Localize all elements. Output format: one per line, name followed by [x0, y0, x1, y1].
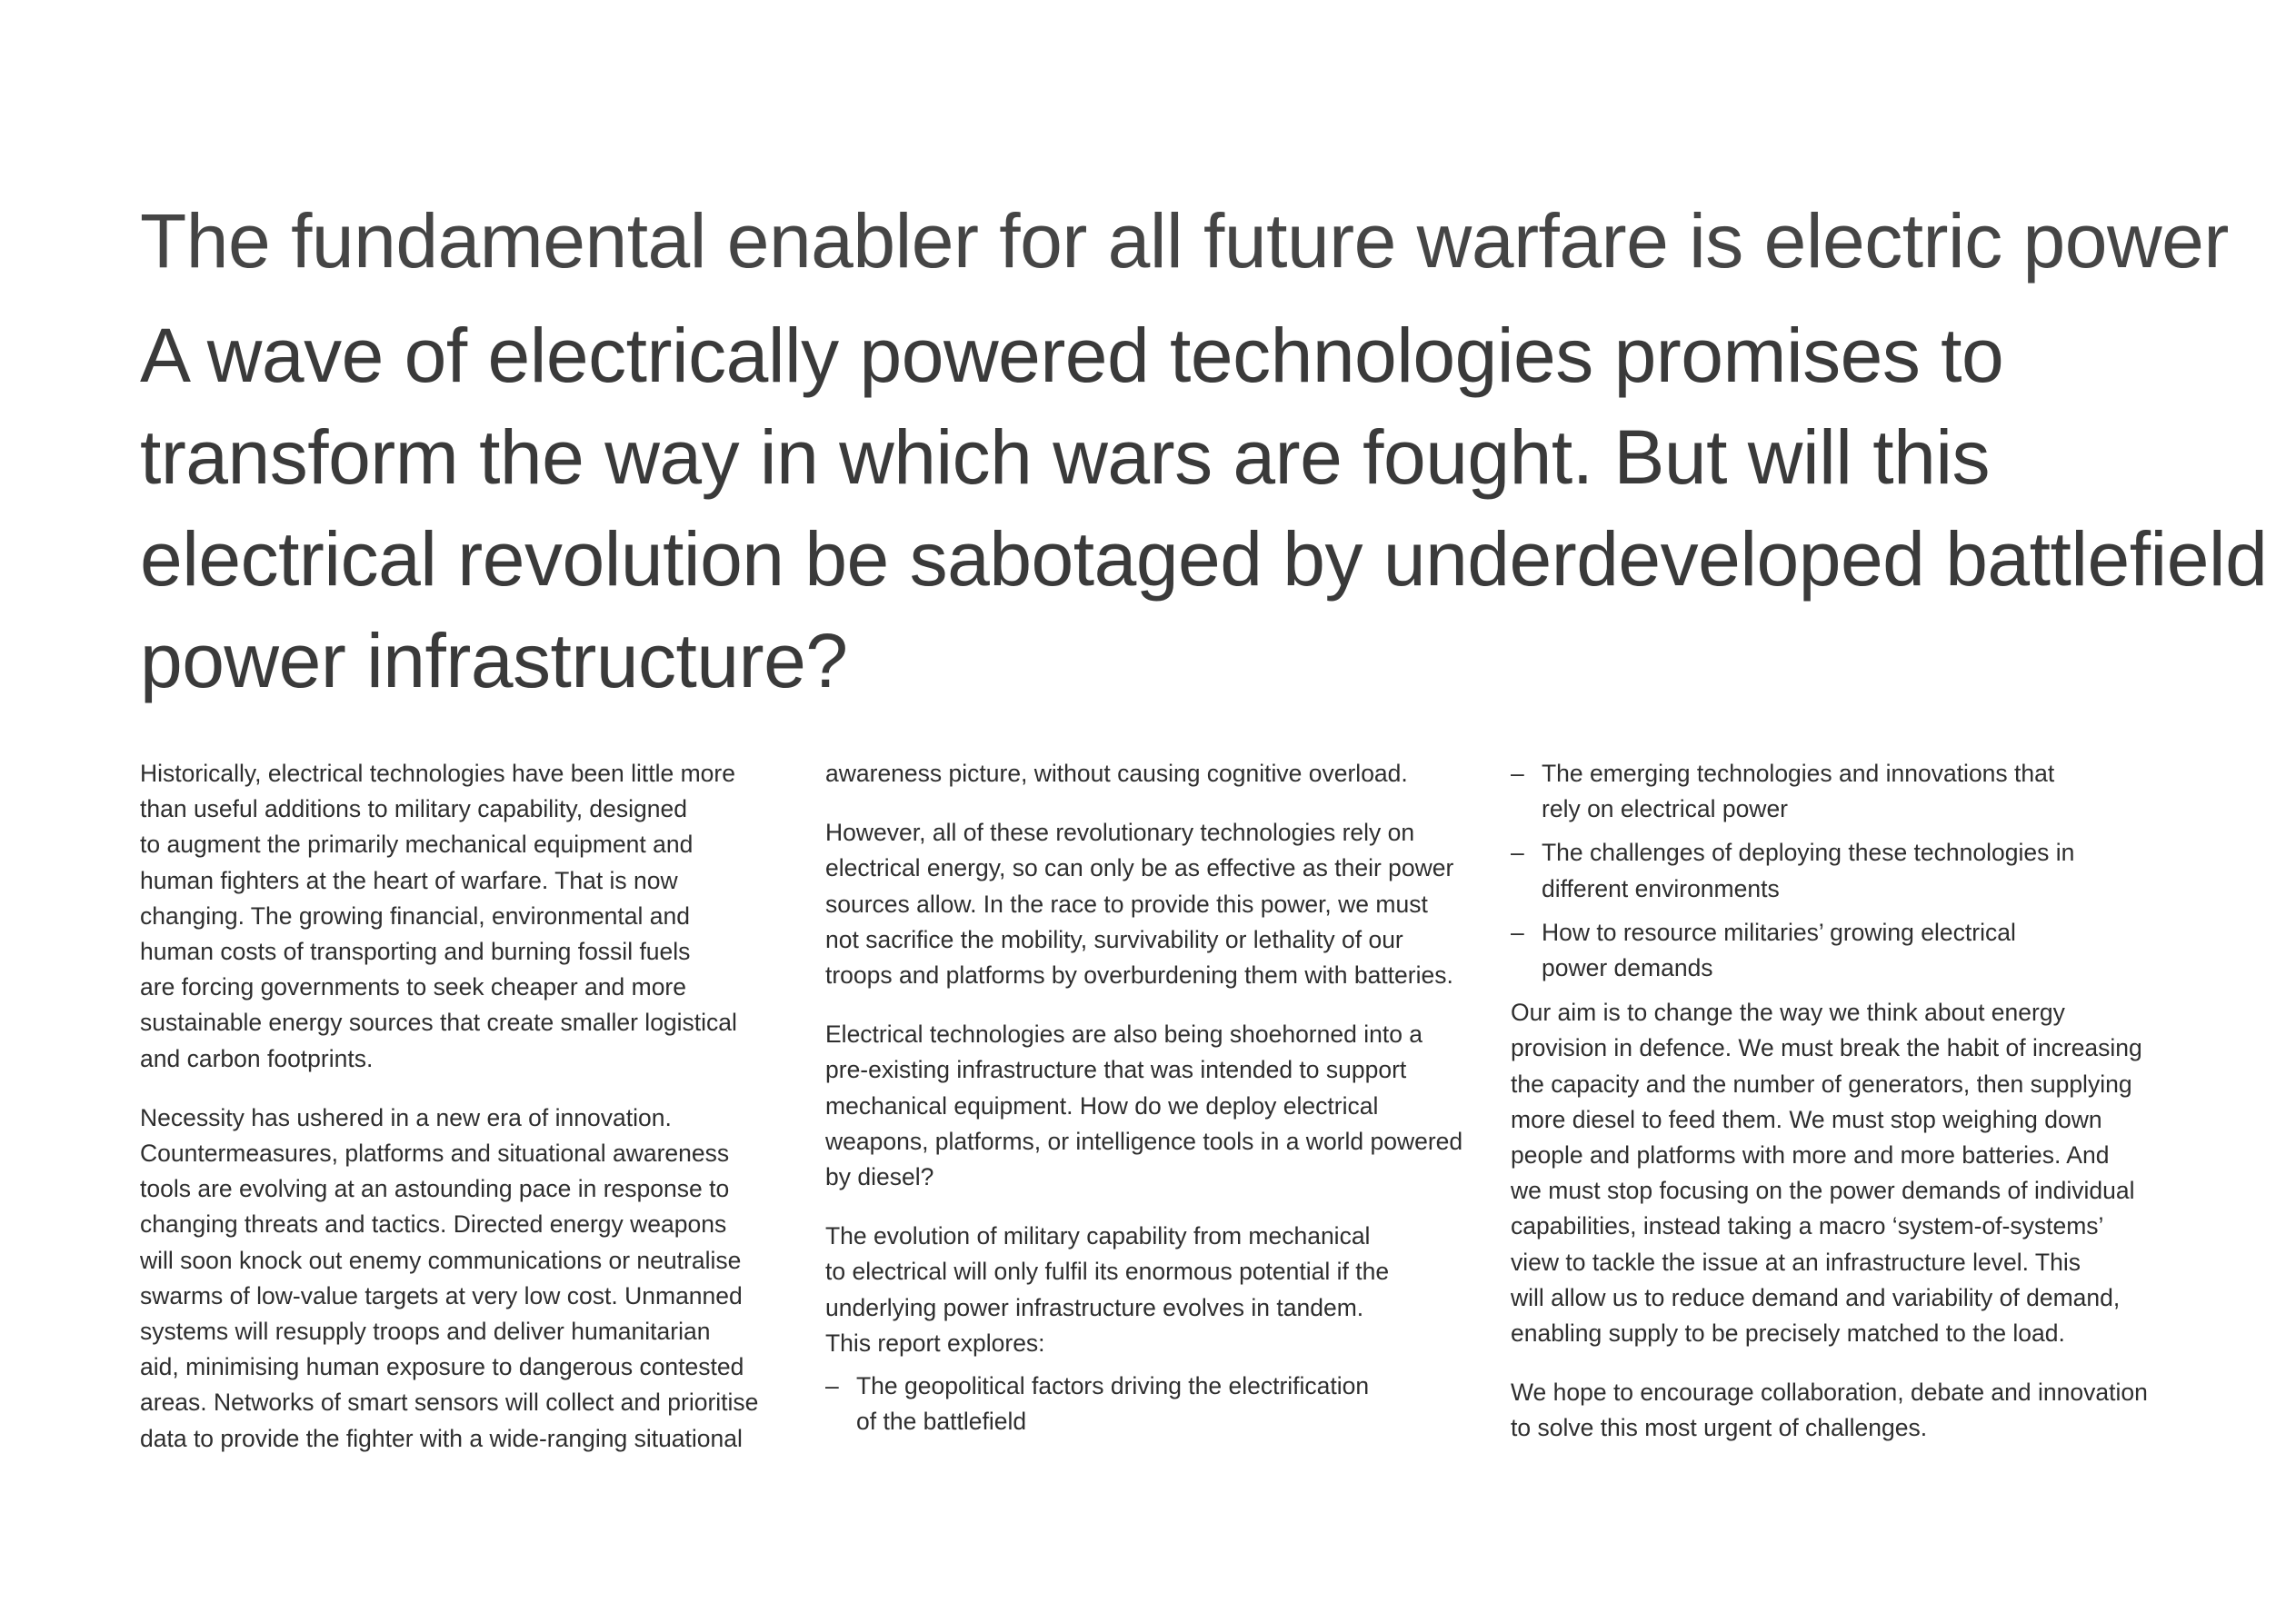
paragraph-evolution	[825, 1219, 1480, 1361]
list-item	[1511, 915, 2201, 986]
text-line: changing threats and tactics. Directed energy weapons	[140, 1210, 727, 1239]
list-item	[1511, 835, 2201, 906]
text-line: systems will resupply troops and deliver humanitarian	[140, 1318, 711, 1346]
text-line: we must stop focusing on the power demands of individual	[1511, 1177, 2135, 1205]
paragraph-innovation	[140, 1100, 794, 1457]
text-line: tools are evolving at an astounding pace in response to	[140, 1175, 730, 1203]
text-line: more diesel to feed them. We must stop weighing down	[1511, 1105, 2102, 1133]
text-line: to augment the primarily mechanical equipment and	[140, 831, 694, 859]
text-line: underlying power infrastructure evolves in tandem.	[825, 1293, 1364, 1321]
text-column-2	[825, 756, 1480, 1449]
text-line: rely on electrical power	[1542, 795, 1789, 823]
text-line: Countermeasures, platforms and situational awareness	[140, 1140, 730, 1168]
text-line: of the battlefield	[856, 1408, 1027, 1436]
text-line: The geopolitical factors driving the electrification	[856, 1372, 1370, 1400]
text-line: to electrical will only fulfil its enormous potential if the	[825, 1258, 1390, 1286]
text-line: We hope to encourage collaboration, debate and innovation	[1511, 1379, 2148, 1407]
text-line: Electrical technologies are also being shoehorned into a	[825, 1021, 1423, 1049]
text-line: The emerging technologies and innovations that	[1542, 760, 2055, 787]
paragraph-hope	[1511, 1375, 2201, 1446]
subtitle-line: power infrastructure?	[140, 618, 848, 703]
text-line: changing. The growing financial, environmental and	[140, 901, 690, 930]
text-line: Historically, electrical technologies have been little more	[140, 760, 735, 787]
text-line: not sacrifice the mobility, survivability or lethality of our	[825, 925, 1403, 953]
text-line: Necessity has ushered in a new era of innovation.	[140, 1103, 672, 1131]
text-line: to solve this most urgent of challenges.	[1511, 1414, 1928, 1442]
text-line: awareness picture, without causing cognitive overload.	[825, 760, 1408, 787]
explores-list	[825, 1369, 1480, 1439]
text-line: by diesel?	[825, 1163, 934, 1191]
text-line: than useful additions to military capability, designed	[140, 795, 687, 823]
text-line: swarms of low-value targets at very low cost. Unmanned	[140, 1281, 743, 1309]
text-line: are forcing governments to seek cheaper and more	[140, 973, 686, 1001]
text-line: mechanical equipment. How do we deploy electrical	[825, 1091, 1379, 1120]
dash-bullet: –	[825, 1372, 839, 1400]
text-line: will allow us to reduce demand and variability of demand,	[1511, 1283, 2121, 1311]
text-line: will soon knock out enemy communications or neutralise	[140, 1246, 742, 1274]
text-column-1	[140, 756, 794, 1480]
subtitle-line: transform the way in which wars are fought. But will this	[140, 414, 1990, 500]
text-line: This report explores:	[825, 1329, 1045, 1357]
text-line: people and platforms with more and more batteries. And	[1511, 1141, 2110, 1170]
list-item	[1511, 756, 2201, 827]
text-line: How to resource militaries’ growing electrical	[1542, 918, 2016, 946]
text-line: sources allow. In the race to provide this power, we must	[825, 890, 1428, 918]
dash-bullet: –	[1511, 918, 1524, 946]
text-line: data to provide the fighter with a wide-ranging situational	[140, 1424, 743, 1452]
text-line: troops and platforms by overburdening them with batteries.	[825, 961, 1453, 990]
text-line: The challenges of deploying these technologies in	[1542, 839, 2075, 867]
text-line: different environments	[1542, 874, 1780, 902]
text-line: aid, minimising human exposure to dangerous contested	[140, 1353, 744, 1381]
text-line: capabilities, instead taking a macro ‘system-of-systems’	[1511, 1212, 2104, 1240]
paragraph-infrastructure	[825, 1017, 1480, 1195]
paragraph-energy-reliance	[825, 815, 1480, 993]
page-title: The fundamental enabler for all future warfare is electric power	[140, 198, 2229, 284]
subtitle-line: electrical revolution be sabotaged by underdeveloped battlefield	[140, 516, 2268, 602]
page-subtitle	[140, 304, 2268, 712]
text-line: sustainable energy sources that create smaller logistical	[140, 1009, 737, 1037]
paragraph-continuation	[825, 756, 1480, 792]
text-line: weapons, platforms, or intelligence tools in a world powered	[825, 1127, 1463, 1155]
text-line: Our aim is to change the way we think about energy	[1511, 999, 2065, 1027]
text-line: and carbon footprints.	[140, 1044, 374, 1072]
text-line: human fighters at the heart of warfare. That is now	[140, 866, 678, 894]
text-line: pre-existing infrastructure that was intended to support	[825, 1056, 1407, 1084]
text-line: view to tackle the issue at an infrastructure level. This	[1511, 1248, 2081, 1276]
text-line: areas. Networks of smart sensors will collect and prioritise	[140, 1389, 759, 1417]
text-line: However, all of these revolutionary technologies rely on	[825, 819, 1415, 847]
dash-bullet: –	[1511, 760, 1524, 787]
list-item	[825, 1369, 1480, 1439]
text-line: power demands	[1542, 954, 1713, 982]
paragraph-aim	[1511, 995, 2201, 1351]
text-line: human costs of transporting and burning fossil fuels	[140, 938, 691, 966]
text-line: the capacity and the number of generators, then supplying	[1511, 1070, 2132, 1098]
text-line: enabling supply to be precisely matched to the load.	[1511, 1319, 2065, 1348]
paragraph-history	[140, 756, 794, 1077]
text-line: The evolution of military capability from mechanical	[825, 1222, 1371, 1250]
subtitle-line: A wave of electrically powered technologies promises to	[140, 313, 2004, 398]
text-line: electrical energy, so can only be as effective as their power	[825, 854, 1454, 882]
explores-list-continued	[1511, 756, 2201, 986]
text-column-3	[1511, 756, 2201, 1470]
text-line: provision in defence. We must break the habit of increasing	[1511, 1034, 2142, 1062]
dash-bullet: –	[1511, 839, 1524, 867]
